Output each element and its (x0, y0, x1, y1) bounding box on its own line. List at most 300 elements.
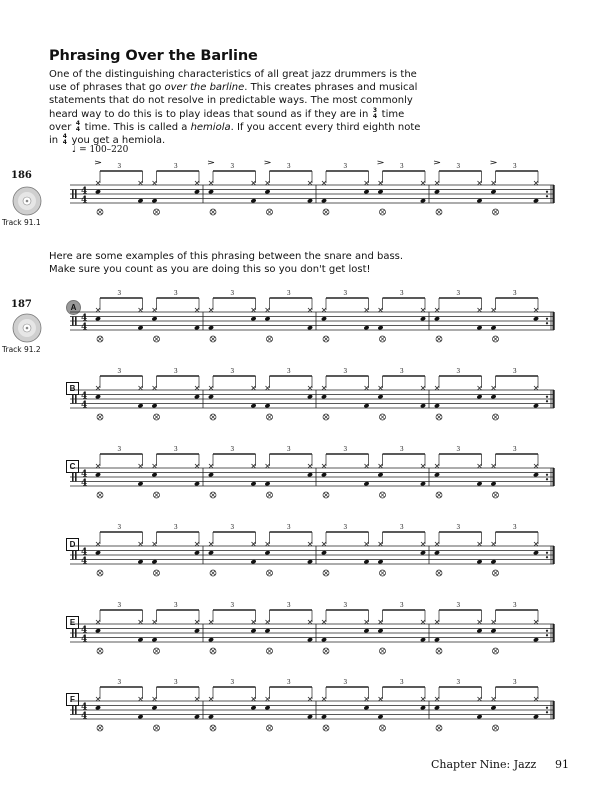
hi-hat-foot-note (381, 571, 385, 575)
snare-note (208, 472, 214, 477)
snare-note (377, 628, 383, 633)
snare-note (321, 316, 327, 321)
bass-drum-note (194, 325, 200, 330)
snare-note (250, 316, 256, 321)
ride-cymbal-note (421, 181, 425, 185)
ride-cymbal-note (96, 464, 100, 468)
snare-note (151, 316, 157, 321)
bass-drum-note (151, 559, 157, 564)
triplet-mark: 3 (399, 368, 404, 375)
triplet-mark: 3 (343, 679, 348, 686)
triplet-mark: 3 (512, 163, 517, 170)
bass-drum-note (434, 637, 440, 642)
snare-note (264, 550, 270, 555)
bass-drum-note (264, 403, 270, 408)
bass-drum-note (307, 198, 313, 203)
hi-hat-foot-note (268, 210, 272, 214)
ride-cymbal-note (266, 542, 270, 546)
ride-cymbal-note (209, 181, 213, 185)
snare-note (490, 705, 496, 710)
ride-cymbal-note (365, 697, 369, 701)
triplet-mark: 3 (173, 679, 178, 686)
hi-hat-foot-note (437, 493, 441, 497)
bass-drum-note (533, 198, 539, 203)
percussion-clef (75, 706, 77, 715)
ride-cymbal-note (492, 697, 496, 701)
ride-cymbal-note (195, 620, 199, 624)
time-signature-bottom: 4 (81, 478, 88, 489)
repeat-dot (546, 195, 548, 197)
snare-note (208, 189, 214, 194)
triplet-mark: 3 (230, 290, 235, 297)
triplet-mark: 3 (343, 163, 348, 170)
bass-drum-note (264, 481, 270, 486)
ride-cymbal-note (421, 386, 425, 390)
bass-drum-note (307, 325, 313, 330)
ride-cymbal-note (209, 620, 213, 624)
snare-note (95, 472, 101, 477)
ride-cymbal-note (153, 620, 157, 624)
triplet-mark: 3 (230, 446, 235, 453)
time-signature-3-4: 3 4 (372, 106, 378, 120)
triplet-mark: 3 (512, 290, 517, 297)
time-signature-bottom: 4 (81, 195, 88, 206)
ride-cymbal-note (534, 697, 538, 701)
ride-cymbal-note (195, 697, 199, 701)
final-barline (553, 468, 555, 486)
hi-hat-foot-note (98, 726, 102, 730)
ride-cymbal-note (139, 181, 143, 185)
bass-drum-note (434, 403, 440, 408)
repeat-dot (546, 634, 548, 636)
snare-note (363, 705, 369, 710)
ride-cymbal-note (96, 620, 100, 624)
hi-hat-foot-note (98, 210, 102, 214)
hi-hat-foot-note (268, 726, 272, 730)
bass-drum-note (250, 559, 256, 564)
ride-cymbal-note (322, 620, 326, 624)
bass-drum-note (420, 481, 426, 486)
snare-note (264, 316, 270, 321)
hi-hat-foot-note (155, 210, 159, 214)
track-label-186: Track 91.1 (2, 218, 41, 227)
triplet-mark: 3 (456, 602, 461, 609)
snare-note (264, 189, 270, 194)
time-signature-top: 4 (81, 186, 88, 197)
time-signature-4-4: 4 4 (75, 119, 81, 133)
repeat-dot (546, 318, 548, 320)
hi-hat-foot-note (155, 493, 159, 497)
hi-hat-foot-note (211, 493, 215, 497)
track-label-187: Track 91.2 (2, 345, 41, 354)
snare-note (208, 394, 214, 399)
hi-hat-foot-note (494, 210, 498, 214)
ride-cymbal-note (139, 697, 143, 701)
repeat-dot (546, 322, 548, 324)
ride-cymbal-note (308, 620, 312, 624)
ride-cymbal-note (435, 181, 439, 185)
snare-note (533, 316, 539, 321)
repeat-dot (546, 630, 548, 632)
time-signature-bottom: 4 (81, 400, 88, 411)
ride-cymbal-note (209, 697, 213, 701)
triplet-mark: 3 (456, 368, 461, 375)
ride-cymbal-note (322, 697, 326, 701)
percussion-clef (72, 317, 74, 326)
ride-cymbal-note (421, 464, 425, 468)
ride-cymbal-note (252, 308, 256, 312)
staff-187e (62, 604, 560, 666)
snare-note (420, 316, 426, 321)
time-signature-top: 4 (81, 625, 88, 636)
snare-note (194, 394, 200, 399)
hi-hat-foot-note (494, 337, 498, 341)
snare-note (420, 550, 426, 555)
hi-hat-foot-note (324, 337, 328, 341)
triplet-mark: 3 (456, 446, 461, 453)
snare-note (490, 628, 496, 633)
triplet-mark: 3 (286, 368, 291, 375)
hi-hat-foot-note (324, 726, 328, 730)
ride-cymbal-note (478, 308, 482, 312)
staff-186 (62, 165, 560, 227)
ride-cymbal-note (266, 620, 270, 624)
bass-drum-note (533, 714, 539, 719)
cd-icon (12, 313, 42, 343)
hi-hat-foot-note (155, 337, 159, 341)
ride-cymbal-note (153, 542, 157, 546)
cd-icon (12, 186, 42, 216)
snare-note (363, 628, 369, 633)
hi-hat-foot-note (494, 493, 498, 497)
time-signature-4-4: 4 4 (62, 133, 67, 147)
bass-drum-note (377, 714, 383, 719)
triplet-mark: 3 (512, 524, 517, 531)
triplet-mark: 3 (399, 602, 404, 609)
ride-cymbal-note (421, 620, 425, 624)
hi-hat-foot-note (268, 571, 272, 575)
snare-note (434, 189, 440, 194)
ride-cymbal-note (435, 464, 439, 468)
ride-cymbal-note (365, 308, 369, 312)
ride-cymbal-note (266, 308, 270, 312)
snare-note (95, 189, 101, 194)
hi-hat-foot-note (437, 415, 441, 419)
hi-hat-foot-note (211, 649, 215, 653)
bass-drum-note (363, 481, 369, 486)
snare-note (476, 394, 482, 399)
row-label-b: B (66, 382, 79, 395)
ride-cymbal-note (534, 464, 538, 468)
accent-mark (434, 161, 440, 164)
snare-note (377, 394, 383, 399)
hi-hat-foot-note (98, 571, 102, 575)
hi-hat-foot-note (381, 726, 385, 730)
repeat-dot (546, 191, 548, 193)
accent-mark (491, 161, 497, 164)
triplet-mark: 3 (117, 290, 122, 297)
hi-hat-foot-note (155, 571, 159, 575)
bass-drum-note (137, 714, 143, 719)
hi-hat-foot-note (211, 337, 215, 341)
row-label-a: A (66, 300, 81, 315)
ride-cymbal-note (308, 697, 312, 701)
ride-cymbal-note (139, 464, 143, 468)
triplet-mark: 3 (456, 679, 461, 686)
example-number-187: 187 (11, 299, 32, 310)
ride-cymbal-note (365, 181, 369, 185)
ride-cymbal-note (139, 308, 143, 312)
repeat-dot (546, 396, 548, 398)
hi-hat-foot-note (211, 726, 215, 730)
bass-drum-note (137, 403, 143, 408)
triplet-mark: 3 (117, 163, 122, 170)
ride-cymbal-note (534, 542, 538, 546)
triplet-mark: 3 (399, 290, 404, 297)
ride-cymbal-note (435, 308, 439, 312)
staff-187a (62, 292, 560, 354)
percussion-clef (72, 551, 74, 560)
snare-note (250, 628, 256, 633)
bass-drum-note (490, 481, 496, 486)
bass-drum-note (151, 198, 157, 203)
ride-cymbal-note (492, 464, 496, 468)
triplet-mark: 3 (456, 524, 461, 531)
ride-cymbal-note (252, 181, 256, 185)
hi-hat-foot-note (437, 649, 441, 653)
triplet-mark: 3 (286, 602, 291, 609)
snare-note (434, 705, 440, 710)
bass-drum-note (533, 637, 539, 642)
snare-note (194, 189, 200, 194)
snare-note (264, 705, 270, 710)
triplet-mark: 3 (512, 368, 517, 375)
triplet-mark: 3 (230, 524, 235, 531)
ride-cymbal-note (252, 620, 256, 624)
triplet-mark: 3 (456, 163, 461, 170)
bass-drum-note (377, 559, 383, 564)
triplet-mark: 3 (456, 290, 461, 297)
triplet-mark: 3 (343, 446, 348, 453)
intro-text: . If you accent every third eighth note in (49, 121, 421, 147)
time-signature-bottom: 4 (81, 322, 88, 333)
bass-drum-note (420, 637, 426, 642)
percussion-clef (72, 395, 74, 404)
ride-cymbal-note (492, 386, 496, 390)
snare-note (95, 316, 101, 321)
triplet-mark: 3 (230, 368, 235, 375)
triplet-mark: 3 (230, 602, 235, 609)
snare-note (434, 316, 440, 321)
snare-note (264, 628, 270, 633)
triplet-mark: 3 (399, 446, 404, 453)
percussion-clef (75, 473, 77, 482)
example-number-186: 186 (11, 170, 32, 181)
percussion-clef (72, 190, 74, 199)
triplet-mark: 3 (173, 602, 178, 609)
bass-drum-note (476, 198, 482, 203)
intro-text: time. This is called a (81, 121, 191, 133)
ride-cymbal-note (153, 181, 157, 185)
intro-text: . This creates phrases and musical statements that do not resolve in predictable ways. The most commonly heard way to do this is to play ideas that sound as if they are in (49, 82, 418, 120)
ride-cymbal-note (209, 542, 213, 546)
snare-note (151, 705, 157, 710)
bass-drum-note (137, 325, 143, 330)
ride-cymbal-note (379, 386, 383, 390)
bass-drum-note (137, 637, 143, 642)
triplet-mark: 3 (173, 368, 178, 375)
repeat-dot (546, 400, 548, 402)
time-signature-top: 4 (81, 469, 88, 480)
ride-cymbal-note (492, 542, 496, 546)
percussion-clef (75, 317, 77, 326)
time-signature-top: 4 (81, 391, 88, 402)
bass-drum-note (321, 637, 327, 642)
ride-cymbal-note (435, 697, 439, 701)
ride-cymbal-note (322, 181, 326, 185)
triplet-mark: 3 (512, 602, 517, 609)
triplet-mark: 3 (286, 446, 291, 453)
ride-cymbal-note (308, 464, 312, 468)
bass-drum-note (307, 559, 313, 564)
page-number: 91 (555, 758, 569, 771)
ride-cymbal-note (534, 620, 538, 624)
final-barline (553, 624, 555, 642)
hi-hat-foot-note (324, 210, 328, 214)
accent-mark (208, 161, 214, 164)
ride-cymbal-note (365, 620, 369, 624)
repeat-dot (546, 556, 548, 558)
bass-drum-note (476, 559, 482, 564)
triplet-mark: 3 (399, 524, 404, 531)
row-label-d: D (66, 538, 79, 551)
snare-note (533, 472, 539, 477)
ride-cymbal-note (308, 386, 312, 390)
snare-note (250, 705, 256, 710)
snare-note (194, 550, 200, 555)
ride-cymbal-note (478, 620, 482, 624)
ride-cymbal-note (96, 386, 100, 390)
bass-drum-note (377, 325, 383, 330)
staff-187d (62, 526, 560, 588)
hi-hat-foot-note (155, 726, 159, 730)
ride-cymbal-note (435, 386, 439, 390)
ride-cymbal-note (153, 697, 157, 701)
snare-note (476, 628, 482, 633)
examples-paragraph: Here are some examples of this phrasing between the snare and bass. Make sure you count as you are doing this so you don't get lost! (49, 251, 404, 276)
ride-cymbal-note (379, 181, 383, 185)
hi-hat-foot-note (324, 649, 328, 653)
triplet-mark: 3 (117, 602, 122, 609)
triplet-mark: 3 (343, 602, 348, 609)
repeat-dot (546, 707, 548, 709)
intro-emphasis: over the barline (164, 82, 245, 94)
triplet-mark: 3 (286, 163, 291, 170)
snare-note (208, 550, 214, 555)
bass-drum-note (194, 714, 200, 719)
hi-hat-foot-note (98, 415, 102, 419)
hi-hat-foot-note (494, 571, 498, 575)
snare-note (321, 472, 327, 477)
hi-hat-foot-note (98, 649, 102, 653)
snare-note (434, 550, 440, 555)
repeat-dot (546, 474, 548, 476)
ride-cymbal-note (492, 308, 496, 312)
ride-cymbal-note (209, 308, 213, 312)
accent-mark (378, 161, 384, 164)
accent-mark (265, 161, 271, 164)
final-barline (553, 701, 555, 719)
triplet-mark: 3 (399, 679, 404, 686)
ride-cymbal-note (365, 464, 369, 468)
ride-cymbal-note (478, 386, 482, 390)
snare-note (434, 472, 440, 477)
time-signature-top: 4 (81, 313, 88, 324)
snare-note (377, 472, 383, 477)
ride-cymbal-note (139, 386, 143, 390)
row-label-e: E (66, 616, 79, 629)
time-signature-bottom: 4 (81, 711, 88, 722)
intro-text: One of the distinguishing characteristics of all great jazz drummers is the use of phrases that go (49, 69, 417, 94)
ride-cymbal-note (478, 697, 482, 701)
final-barline (553, 390, 555, 408)
ride-cymbal-note (96, 542, 100, 546)
ride-cymbal-note (308, 181, 312, 185)
ride-cymbal-note (96, 697, 100, 701)
hi-hat-foot-note (494, 649, 498, 653)
ride-cymbal-note (322, 464, 326, 468)
time-signature-top: 4 (81, 547, 88, 558)
ride-cymbal-note (139, 542, 143, 546)
percussion-clef (72, 473, 74, 482)
bass-drum-note (151, 637, 157, 642)
hi-hat-foot-note (268, 649, 272, 653)
ride-cymbal-note (209, 386, 213, 390)
ride-cymbal-note (195, 181, 199, 185)
repeat-dot (546, 711, 548, 713)
bass-drum-note (476, 325, 482, 330)
ride-cymbal-note (266, 697, 270, 701)
ride-cymbal-note (195, 386, 199, 390)
bass-drum-note (137, 481, 143, 486)
hi-hat-foot-note (324, 493, 328, 497)
hi-hat-foot-note (437, 337, 441, 341)
intro-paragraph (49, 68, 421, 147)
row-label-f: F (66, 693, 79, 706)
staff-187b (62, 370, 560, 432)
bass-drum-note (476, 714, 482, 719)
bass-drum-note (208, 637, 214, 642)
tempo-marking: ♩ = 100–220 (72, 145, 129, 155)
triplet-mark: 3 (117, 679, 122, 686)
hi-hat-foot-note (211, 415, 215, 419)
triplet-mark: 3 (343, 290, 348, 297)
ride-cymbal-note (322, 542, 326, 546)
triplet-mark: 3 (117, 524, 122, 531)
ride-cymbal-note (534, 386, 538, 390)
hi-hat-foot-note (211, 210, 215, 214)
hi-hat-foot-note (494, 415, 498, 419)
triplet-mark: 3 (117, 368, 122, 375)
repeat-dot (546, 552, 548, 554)
section-heading: Phrasing Over the Barline (49, 48, 258, 64)
snare-note (95, 550, 101, 555)
hi-hat-foot-note (381, 210, 385, 214)
staff-187c (62, 448, 560, 510)
percussion-clef (75, 629, 77, 638)
ride-cymbal-note (379, 542, 383, 546)
hi-hat-foot-note (98, 493, 102, 497)
